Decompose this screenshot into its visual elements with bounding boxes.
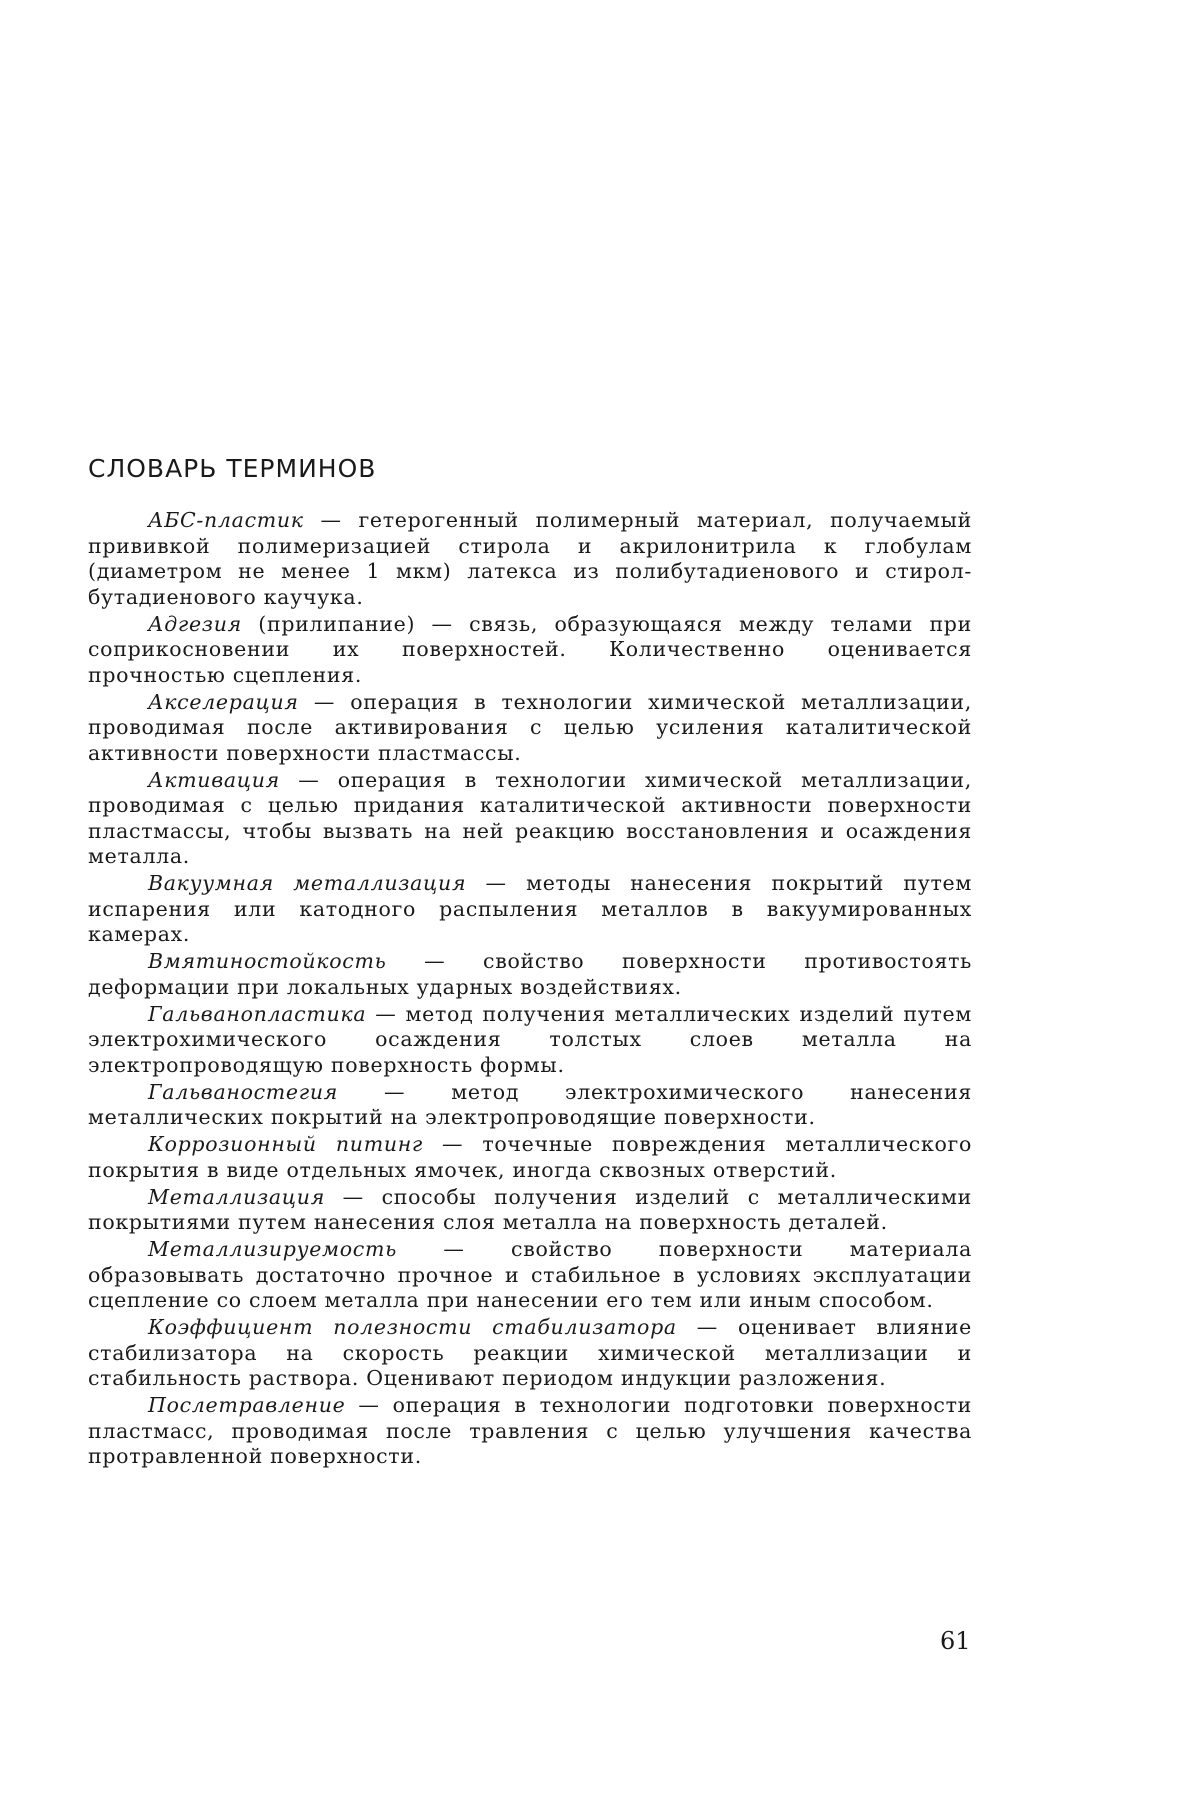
glossary-definition: гетерогенный полимерный материал, получаемый прививкой полимеризацией стирола и акрилонитрила к глобулам (диаметром не менее 1 мкм) латекса из полибутадиенового и стирол-бутадиенового каучука. [88, 508, 972, 609]
glossary-entry: Вмятиностойкость — свойство поверхности противостоять деформации при локальных ударных воздействиях. [88, 949, 972, 999]
glossary-definition: свойство поверхности противостоять деформации при локальных ударных воздействиях. [88, 949, 972, 999]
glossary-definition: операция в технологии химической металлизации, проводимая с целью придания каталитической активности поверхности пластмассы, чтобы вызвать на ней реакцию восстановления и осаждения металла. [88, 767, 972, 868]
glossary-definition: методы нанесения покрытий путем испарения или катодного распыления металлов в вакуумированных камерах. [88, 871, 972, 946]
glossary-entry: Металлизируемость — свойство поверхности материала образовывать достаточно прочное и стабильное в условиях эксплуатации сцепление со слоем металла при нанесении его тем или иным способом. [88, 1237, 972, 1312]
glossary-definition: метод получения металлических изделий путем электрохимического осаждения толстых слоев металла на электропроводящую поверхность формы. [88, 1001, 972, 1077]
glossary-term: Адгезия [148, 611, 242, 636]
glossary-entry: Коррозионный питинг — точечные повреждения металлического покрытия в виде отдельных ямочек, иногда сквозных отверстий. [88, 1132, 972, 1182]
glossary-definition: (прилипание) — связь, образующаяся между телами при соприкосновении их поверхностей. Количественно оценивается прочностью сцепления. [88, 611, 972, 687]
glossary-term: Гальванопластика [148, 1001, 367, 1026]
glossary-entry: Акселерация — операция в технологии химической металлизации, проводимая после активирования с целью усиления каталитической активности поверхности пластмассы. [88, 689, 972, 765]
glossary-term: Послетравление [148, 1393, 346, 1417]
glossary-entry: Гальванопластика — метод получения металлических изделий путем электрохимического осаждения толстых слоев металла на электропроводящую поверхность формы. [88, 1001, 972, 1077]
glossary-entry: Активация — операция в технологии химической металлизации, проводимая с целью придания каталитической активности поверхности пластмассы, чтобы вызвать на ней реакцию восстановления и осаждения металла. [88, 767, 972, 868]
page-number: 61 [940, 1627, 971, 1655]
glossary-entry: Металлизация — способы получения изделий с металлическими покрытиями путем нанесения слоя металла на поверхность деталей. [88, 1184, 972, 1234]
glossary-entry [88, 612, 972, 689]
glossary-entry: Вакуумная металлизация — методы нанесения покрытий путем испарения или катодного распыления металлов в вакуумированных камерах. [88, 871, 972, 946]
glossary-term: Активация [148, 767, 280, 792]
glossary-entry: Послетравление — операция в технологии подготовки поверхности пластмасс, проводимая после травления с целью улучшения качества протравленной поверхности. [88, 1393, 972, 1468]
glossary-definition: операция в технологии подготовки поверхности пластмасс, проводимая после травления с целью улучшения качества протравленной поверхности. [88, 1393, 972, 1468]
glossary-entry: Коэффициент полезности стабилизатора — оценивает влияние стабилизатора на скорость реакции химической металлизации и стабильность раствора. Оценивают периодом индукции разложения. [88, 1315, 972, 1390]
section-title: СЛОВАРЬ ТЕРМИНОВ [88, 454, 377, 483]
glossary-term: Вмятиностойкость [148, 949, 387, 973]
glossary-definition: оценивает влияние стабилизатора на скорость реакции химической металлизации и стабильность раствора. Оценивают периодом индукции разложения. [88, 1315, 972, 1390]
glossary-term: Коэффициент полезности стабилизатора [148, 1315, 677, 1339]
glossary-term: Акселерация [148, 689, 299, 714]
glossary-entry: Гальваностегия — метод электрохимического нанесения металлических покрытий на электропроводящие поверхности. [88, 1079, 972, 1129]
glossary-definition: операция в технологии химической металлизации, проводимая после активирования с целью усиления каталитической активности поверхности пластмассы. [88, 689, 972, 765]
glossary-definition: точечные повреждения металлического покрытия в виде отдельных ямочек, иногда сквозных отверстий. [88, 1132, 972, 1182]
glossary-list [88, 508, 972, 1471]
glossary-definition: свойство поверхности материала образовывать достаточно прочное и стабильное в условиях эксплуатации сцепление со слоем металла при нанесении его тем или иным способом. [88, 1237, 972, 1312]
glossary-definition: способы получения изделий с металлическими покрытиями путем нанесения слоя металла на поверхность деталей. [88, 1184, 972, 1234]
glossary-term: Гальваностегия [148, 1079, 338, 1104]
glossary-term: Металлизация [148, 1184, 325, 1209]
glossary-term: Коррозионный питинг [148, 1132, 423, 1156]
glossary-term: Вакуумная металлизация [148, 871, 467, 895]
glossary-term: Металлизируемость [148, 1237, 397, 1261]
glossary-definition: метод электрохимического нанесения металлических покрытий на электропроводящие поверхности. [88, 1079, 972, 1129]
glossary-entry: АБС-пластик — гетерогенный полимерный материал, получаемый прививкой полимеризацией стирола и акрилонитрила к глобулам (диаметром не менее 1 мкм) латекса из полибутадиенового и стирол-бутадиенового каучука. [88, 508, 972, 609]
glossary-term: АБС-пластик [148, 508, 304, 532]
